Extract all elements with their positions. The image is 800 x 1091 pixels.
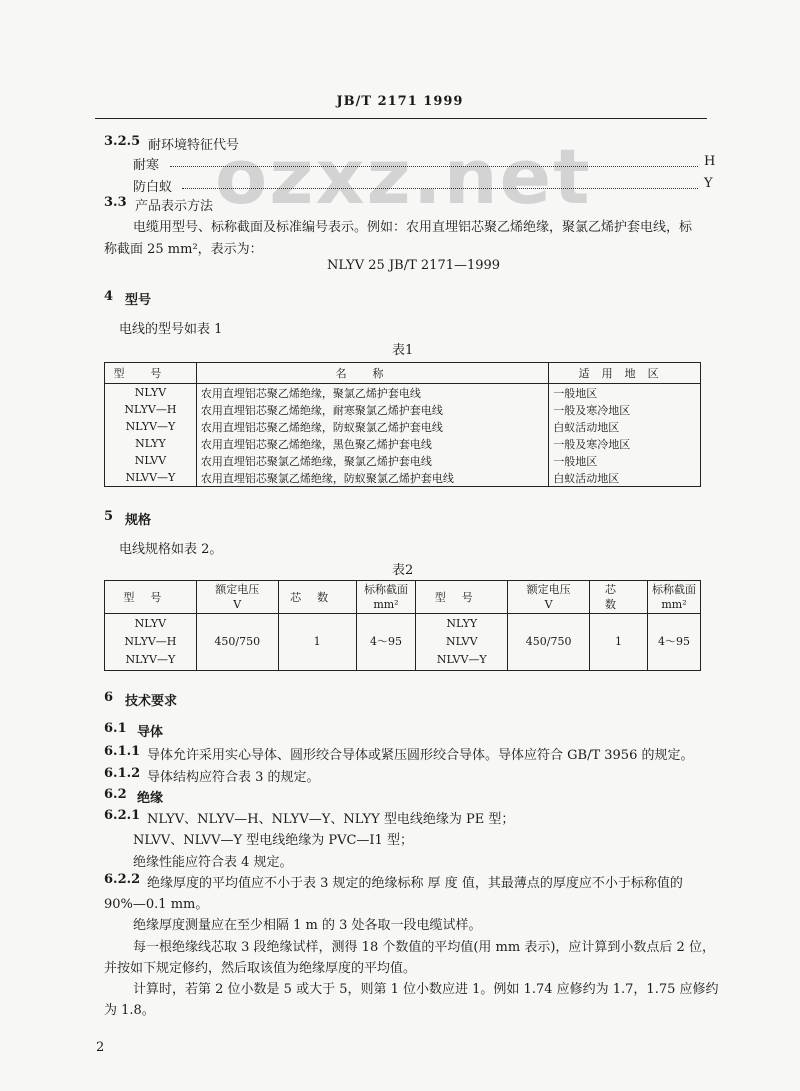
table-2-specifications — [104, 580, 701, 671]
voltage-cell: 450/750 — [196, 614, 278, 671]
rated-voltage-unit: V — [233, 598, 242, 611]
nominal-area-unit: mm² — [373, 598, 399, 611]
table-header-cores: 芯数 — [590, 581, 648, 614]
model-cell: NLYY — [446, 617, 478, 630]
rated-voltage-label: 额定电压 — [215, 583, 260, 596]
voltage-cell: 450/750 — [508, 614, 590, 671]
header-rule — [95, 118, 707, 119]
name-cell: 农用直埋铝芯聚乙烯绝缘，聚氯乙烯护套电线 — [196, 384, 548, 402]
model-cell: NLYV—Y — [105, 418, 197, 435]
region-cell: 白蚁活动地区 — [549, 418, 701, 435]
section-6-2-2-line: 90%—0.1 mm。 — [104, 897, 209, 912]
section-4-title: 型号 — [125, 293, 152, 308]
table-row — [105, 614, 701, 671]
model-list-cell — [105, 614, 197, 671]
table-header-nominal-area — [648, 581, 701, 614]
table-row — [105, 469, 701, 487]
section-6-2-1-line: 绝缘性能应符合表 4 规定。 — [133, 855, 293, 870]
product-designation-example: NLYV 25 JB/T 2171—1999 — [327, 258, 501, 273]
table-row — [105, 452, 701, 469]
nominal-area-label: 标称截面 — [652, 583, 696, 596]
section-4-number: 4 — [104, 289, 114, 304]
section-3-3-title: 产品表示方法 — [135, 199, 214, 214]
area-cell: 4～95 — [356, 614, 416, 671]
model-cell: NLYV—H — [105, 401, 197, 418]
table-row — [105, 418, 701, 435]
table-header-nominal-area — [356, 581, 416, 614]
section-5-title: 规格 — [125, 513, 152, 528]
model-cell: NLVV—Y — [436, 653, 487, 666]
table-2-title: 表2 — [392, 563, 414, 578]
section-3-3-paragraph-line: 电缆用型号、标称截面及标准编号表示。例如：农用直埋铝芯聚乙烯绝缘，聚氯乙烯护套电线，标 — [133, 220, 693, 235]
table-header-cores: 芯数 — [278, 581, 356, 614]
section-6-title: 技术要求 — [125, 694, 178, 709]
model-cell: NLYV—H — [124, 635, 177, 648]
section-6-2-1-number: 6.2.1 — [104, 808, 141, 823]
region-cell: 一般地区 — [549, 384, 701, 402]
dot-leader — [170, 166, 698, 167]
section-6-1-number: 6.1 — [104, 721, 127, 736]
section-6-2-1-line: NLYV、NLYV—H、NLYV—Y、NLYY 型电线绝缘为 PE 型； — [147, 812, 515, 827]
name-cell: 农用直埋铝芯聚乙烯绝缘，防蚁聚氯乙烯护套电线 — [196, 418, 548, 435]
section-6-1-1-text: 导体允许采用实心导体、圆形绞合导体或紧压圆形绞合导体。导体应符合 GB/T 3956 的规定。 — [147, 748, 694, 763]
table-row — [105, 435, 701, 452]
section-6-1-2-number: 6.1.2 — [104, 766, 141, 781]
env-code-label-termite: 防白蚁 — [133, 180, 173, 195]
dot-leader — [182, 188, 698, 189]
section-6-2-2-line: 每一根绝缘线芯取 3 段绝缘试样，测得 18 个数值的平均值(用 mm 表示)，应计算到小数点后 2 位， — [133, 940, 715, 955]
model-cell: NLYV—Y — [125, 653, 176, 666]
name-cell: 农用直埋铝芯聚乙烯绝缘，耐寒聚氯乙烯护套电线 — [196, 401, 548, 418]
section-6-2-1-line: NLVV、NLVV—Y 型电线绝缘为 PVC—I1 型； — [133, 833, 413, 848]
section-5-number: 5 — [104, 509, 114, 524]
page-number: 2 — [96, 1040, 105, 1055]
section-6-1-2-text: 导体结构应符合表 3 的规定。 — [147, 770, 320, 785]
table-header-model: 型号 — [105, 363, 197, 384]
section-6-2-2-line: 绝缘厚度的平均值应不小于表 3 规定的绝缘标称 厚 度 值，其最薄点的厚度应不小于标称值的 — [147, 876, 683, 891]
rated-voltage-unit: V — [544, 598, 553, 611]
model-cell: NLVV — [105, 452, 197, 469]
section-5-intro: 电线规格如表 2。 — [119, 542, 223, 557]
nominal-area-label: 标称截面 — [363, 583, 408, 596]
table-header-rated-voltage — [196, 581, 278, 614]
env-code-value-termite: Y — [704, 176, 713, 191]
section-6-2-2-line: 并按如下规定修约，然后取该值为绝缘厚度的平均值。 — [104, 961, 417, 976]
cores-cell: 1 — [590, 614, 648, 671]
region-cell: 一般地区 — [549, 452, 701, 469]
section-6-number: 6 — [104, 690, 114, 705]
section-6-2-2-line: 为 1.8。 — [104, 1003, 155, 1018]
rated-voltage-label: 额定电压 — [526, 583, 571, 596]
table-row — [105, 401, 701, 418]
table-header-model: 型号 — [105, 581, 197, 614]
nominal-area-unit: mm² — [661, 598, 687, 611]
region-cell: 一般及寒冷地区 — [549, 401, 701, 418]
table-1-models — [104, 362, 701, 487]
env-code-label-cold: 耐寒 — [133, 158, 160, 173]
section-3-2-5-title: 耐环境特征代号 — [148, 138, 240, 153]
model-cell: NLYV — [105, 384, 197, 402]
section-3-3-number: 3.3 — [104, 195, 127, 210]
section-6-1-1-number: 6.1.1 — [104, 744, 141, 759]
section-6-1-title: 导体 — [137, 725, 164, 740]
env-code-value-cold: H — [704, 154, 716, 169]
section-3-2-5-number: 3.2.5 — [104, 134, 141, 149]
section-6-2-number: 6.2 — [104, 787, 127, 802]
section-6-2-2-line: 绝缘厚度测量应在至少相隔 1 m 的 3 处各取一段电缆试样。 — [133, 918, 482, 933]
table-header-model: 型号 — [416, 581, 508, 614]
section-3-3-paragraph-line: 称截面 25 mm²，表示为： — [104, 242, 263, 257]
table-header-rated-voltage — [508, 581, 590, 614]
name-cell: 农用直埋铝芯聚氯乙烯绝缘，防蚁聚氯乙烯护套电线 — [196, 469, 548, 487]
standard-code-header: JB/T 2171 1999 — [336, 94, 464, 109]
section-6-2-title: 绝缘 — [137, 791, 164, 806]
region-cell: 白蚁活动地区 — [549, 469, 701, 487]
model-cell: NLVV—Y — [105, 469, 197, 487]
model-list-cell — [416, 614, 508, 671]
area-cell: 4～95 — [648, 614, 701, 671]
table-row — [105, 384, 701, 402]
model-cell: NLVV — [446, 635, 478, 648]
section-6-2-2-number: 6.2.2 — [104, 872, 141, 887]
section-6-2-2-line: 计算时，若第 2 位小数是 5 或大于 5，则第 1 位小数应进 1。例如 1.74 应修约为 1.7，1.75 应修约 — [133, 982, 719, 997]
model-cell: NLYY — [105, 435, 197, 452]
name-cell: 农用直埋铝芯聚乙烯绝缘，黑色聚乙烯护套电线 — [196, 435, 548, 452]
table-header-region: 适用地区 — [549, 363, 701, 384]
name-cell: 农用直埋铝芯聚氯乙烯绝缘，聚氯乙烯护套电线 — [196, 452, 548, 469]
table-header-name: 名称 — [196, 363, 548, 384]
section-4-intro: 电线的型号如表 1 — [119, 322, 223, 337]
table-1-title: 表1 — [392, 343, 414, 358]
model-cell: NLYV — [134, 617, 167, 630]
watermark: ozxz.net — [215, 132, 592, 221]
cores-cell: 1 — [278, 614, 356, 671]
region-cell: 一般及寒冷地区 — [549, 435, 701, 452]
